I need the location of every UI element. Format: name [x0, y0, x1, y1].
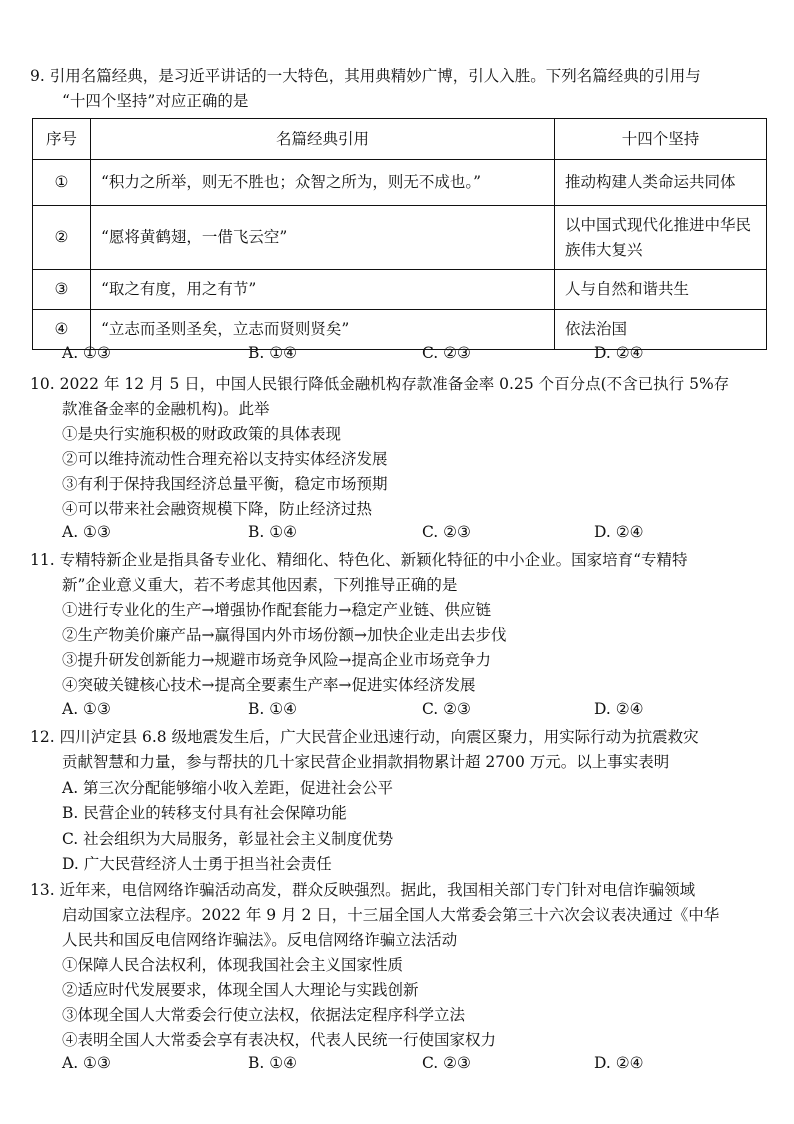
statement-4: ④表明全国人大常委会享有表决权，代表人民统一行使国家权力: [62, 1031, 497, 1049]
option-b[interactable]: B. 民营企业的转移支付具有社会保障功能: [62, 804, 347, 822]
statement-2: ②适应时代发展要求，体现全国人大理论与实践创新: [62, 981, 419, 999]
statement-2: ②可以维持流动性合理充裕以支持实体经济发展: [62, 450, 388, 468]
question-stem: 新”企业意义重大，若不考虑其他因素，下列推导正确的是: [62, 576, 458, 594]
option-c[interactable]: C. 社会组织为大局服务，彰显社会主义制度优势: [62, 830, 394, 848]
answer-options: [62, 523, 762, 545]
statement-2: ②生产物美价廉产品→赢得国内外市场份额→加快企业走出去步伐: [62, 626, 507, 644]
option-d[interactable]: D. ②④: [594, 523, 644, 541]
question-stem: 12. 四川泸定县 6.8 级地震发生后，广大民营企业迅速行动，向震区聚力，用实际行动为抗震救灾: [30, 728, 699, 746]
statement-4: ④突破关键核心技术→提高全要素生产率→促进实体经济发展: [62, 676, 476, 694]
option-b[interactable]: B. ①④: [248, 523, 298, 541]
option-b[interactable]: B. ①④: [248, 1054, 298, 1072]
question-stem: 13. 近年来，电信网络诈骗活动高发，群众反映强烈。据此，我国相关部门专门针对电信诈骗领域: [30, 881, 696, 899]
statement-1: ①进行专业化的生产→增强协作配套能力→稳定产业链、供应链: [62, 601, 491, 619]
quotes-table: [32, 118, 767, 350]
question-stem: 人民共和国反电信网络诈骗法》。反电信网络诈骗立法活动: [62, 931, 458, 949]
option-d[interactable]: D. 广大民营经济人士勇于担当社会责任: [62, 855, 332, 873]
question-stem: “十四个坚持”对应正确的是: [62, 92, 249, 110]
statement-3: ③体现全国人大常委会行使立法权，依据法定程序科学立法: [62, 1006, 466, 1024]
header-persistence: 十四个坚持: [555, 119, 767, 160]
table-row: [33, 206, 767, 270]
statement-1: ①是央行实施积极的财政政策的具体表现: [62, 425, 342, 443]
row-persistence: 以中国式现代化推进中华民族伟大复兴: [555, 206, 767, 270]
row-quote: “立志而圣则圣矣，立志而贤则贤矣”: [91, 310, 555, 350]
option-d[interactable]: D. ②④: [594, 344, 644, 362]
question-stem: 11. 专精特新企业是指具备专业化、精细化、特色化、新颖化特征的中小企业。国家培育“专精特: [30, 551, 688, 569]
header-quote: 名篇经典引用: [91, 119, 555, 160]
answer-options: [62, 700, 762, 722]
row-number: ③: [33, 270, 91, 310]
option-a[interactable]: A. 第三次分配能够缩小收入差距，促进社会公平: [62, 779, 394, 797]
row-persistence: 推动构建人类命运共同体: [555, 160, 767, 206]
option-a[interactable]: A. ①③: [62, 700, 111, 718]
header-number: 序号: [33, 119, 91, 160]
option-b[interactable]: B. ①④: [248, 344, 298, 362]
option-c[interactable]: C. ②③: [422, 523, 471, 541]
row-number: ④: [33, 310, 91, 350]
option-a[interactable]: A. ①③: [62, 523, 111, 541]
statement-3: ③提升研发创新能力→规避市场竞争风险→提高企业市场竞争力: [62, 651, 491, 669]
row-persistence: 人与自然和谐共生: [555, 270, 767, 310]
table-header-row: [33, 119, 767, 160]
row-quote: “取之有度，用之有节”: [91, 270, 555, 310]
option-a[interactable]: A. ①③: [62, 344, 111, 362]
question-stem: 9. 引用名篇经典，是习近平讲话的一大特色，其用典精妙广博，引人入胜。下列名篇经典的引用与: [30, 67, 701, 85]
option-c[interactable]: C. ②③: [422, 700, 471, 718]
row-number: ①: [33, 160, 91, 206]
row-persistence: 依法治国: [555, 310, 767, 350]
row-number: ②: [33, 206, 91, 270]
statement-1: ①保障人民合法权利，体现我国社会主义国家性质: [62, 956, 404, 974]
statement-3: ③有利于保持我国经济总量平衡，稳定市场预期: [62, 475, 388, 493]
table-row: [33, 160, 767, 206]
row-quote: “积力之所举，则无不胜也；众智之所为，则无不成也。”: [91, 160, 555, 206]
table-row: [33, 270, 767, 310]
question-stem: 启动国家立法程序。2022 年 9 月 2 日，十三届全国人大常委会第三十六次会议表决通过《中华: [62, 906, 720, 924]
answer-options: [62, 344, 762, 366]
question-stem: 贡献智慧和力量，参与帮扶的几十家民营企业捐款捐物累计超 2700 万元。以上事实表明: [62, 753, 670, 771]
statement-4: ④可以带来社会融资规模下降，防止经济过热: [62, 500, 373, 518]
option-a[interactable]: A. ①③: [62, 1054, 111, 1072]
row-quote: “愿将黄鹤翅，一借飞云空”: [91, 206, 555, 270]
answer-options: [62, 1054, 762, 1076]
option-d[interactable]: D. ②④: [594, 700, 644, 718]
option-d[interactable]: D. ②④: [594, 1054, 644, 1072]
question-stem: 款准备金率的金融机构)。此举: [62, 400, 270, 418]
option-c[interactable]: C. ②③: [422, 344, 471, 362]
option-b[interactable]: B. ①④: [248, 700, 298, 718]
question-stem: 10. 2022 年 12 月 5 日，中国人民银行降低金融机构存款准备金率 0.25 个百分点(不含已执行 5%存: [30, 375, 730, 393]
option-c[interactable]: C. ②③: [422, 1054, 471, 1072]
